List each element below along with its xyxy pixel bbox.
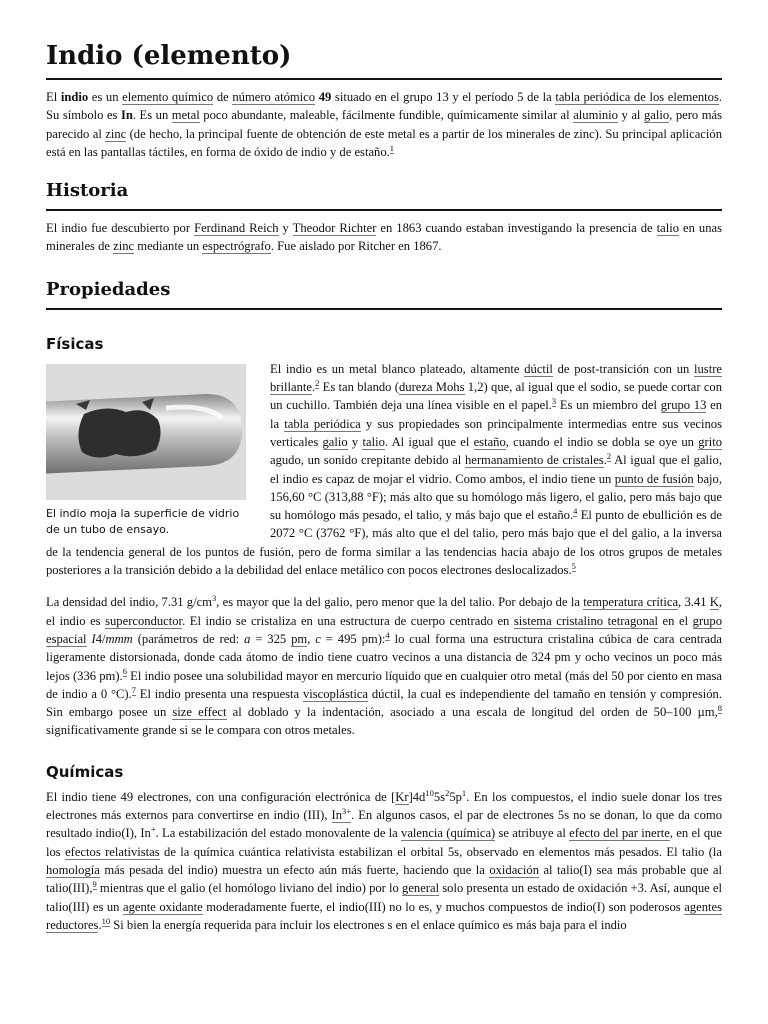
reference-link[interactable]: 2 [315, 377, 320, 388]
text: . Es un [132, 108, 172, 123]
superscript: 2 [445, 787, 450, 798]
text: . Su símbolo es [46, 90, 723, 123]
link-agente-oxidante[interactable]: agente oxidante [122, 899, 203, 914]
text: , en el que los [46, 826, 723, 859]
text: El indio presenta una respuesta [135, 686, 303, 701]
text: Si bien la energía requerida para incluir los electrones s en el enlace químico es más baja para el indio [110, 917, 627, 932]
text: bajo, 156,60 °C (313,88 °F); más alto que su homólogo más ligero, el galio, pero más bajo que su homólogo más pesado, el talio, y más bajo que el estaño. [270, 471, 722, 523]
text: 4/ [95, 631, 106, 646]
link-galio[interactable]: galio [643, 108, 670, 123]
link-viscoplastica[interactable]: viscoplástica [302, 686, 369, 701]
link-kelvin[interactable]: K [709, 595, 719, 610]
link-metal[interactable]: metal [171, 108, 200, 123]
text: poco abundante, maleable, fácilmente fundible, químicamente similar al [199, 108, 574, 123]
text: al talio(I) sea más probable que al talio(III), [46, 862, 722, 896]
link-grupo-13[interactable]: grupo 13 [660, 398, 707, 413]
link-talio[interactable]: talio [362, 434, 385, 449]
italic-text: mmm [105, 631, 133, 646]
link-oxidacion[interactable]: oxidación [489, 862, 539, 877]
italic-text: a [244, 631, 251, 646]
text: significativamente grande si se le compara con otros metales. [46, 723, 355, 738]
reference-link[interactable]: 4 [573, 505, 578, 516]
test-tube-illustration [46, 364, 246, 500]
text: dúctil, la cual es independiente del tamaño en tensión y compresión. Sin embargo posee un [46, 686, 722, 720]
link-ferdinand-reich[interactable]: Ferdinand Reich [194, 221, 279, 236]
link-hermanamiento-de-cristales[interactable]: hermanamiento de cristales [464, 453, 604, 468]
link-kripton[interactable]: Kr [395, 789, 409, 804]
bold-term: 49 [318, 90, 332, 104]
superscript: 3 [211, 593, 217, 604]
section-heading-propiedades: Propiedades [46, 278, 722, 310]
text: ]4d [408, 789, 426, 804]
link-talio[interactable]: talio [656, 221, 679, 236]
text: en la [270, 398, 722, 431]
text: El indio posee una solubilidad mayor en mercurio líquido que en cualquier otro metal (más del 50 por ciento en masa de indio a 0 °C). [46, 668, 722, 701]
text: , pero más parecido al [46, 108, 723, 141]
text: de [213, 90, 233, 104]
text: . El indio se cristaliza en una estructura de cuerpo centrado en [182, 613, 514, 628]
link-estano[interactable]: estaño [473, 434, 506, 449]
link-grito[interactable]: grito [698, 434, 722, 449]
text: , [307, 631, 316, 646]
bold-term: indio [60, 90, 89, 104]
text: , el indio es [46, 595, 723, 628]
section-heading-historia: Historia [46, 179, 722, 211]
subsection-heading-quimicas: Químicas [46, 762, 124, 781]
link-numero-atomico[interactable]: número atómico [232, 90, 316, 104]
text: = 325 [250, 631, 292, 646]
link-zinc[interactable]: zinc [105, 126, 127, 141]
link-picometro[interactable]: pm [291, 631, 308, 646]
article [46, 0, 722, 934]
text: agudo, un sonido crepitante debido al [270, 453, 465, 468]
text: El indio tiene 49 electrones, con una configuración electrónica de [ [46, 789, 396, 804]
text: = 495 pm): [320, 631, 386, 646]
text: más pesada del indio) muestra un efecto aún más fuerte, haciendo que la [99, 862, 490, 877]
text: (de hecho, la principal fuente de obtención de este metal es a partir de los minerales de zinc). Su principal aplicación está en las pantallas táctiles, en forma de óxido de indio y de estaño. [46, 126, 722, 159]
text: de la química cuántica relativista estabilizan el orbital 5s, observado en elementos más pesados. El talio (la [159, 844, 722, 859]
text: y [278, 221, 293, 236]
link-in3[interactable] [331, 805, 352, 823]
text: de post-transición con un [552, 361, 695, 376]
link-grupo-espacial[interactable]: grupo espacial [46, 613, 723, 646]
text: 5s [433, 789, 446, 804]
text: El indio es un metal blanco plateado, altamente [270, 361, 525, 376]
text: Es un miembro del [556, 398, 661, 413]
reference-link[interactable]: 7 [131, 684, 136, 695]
text: situado en el grupo 13 y el período 5 de la [331, 90, 556, 104]
fisicas-paragraph-2 [46, 593, 722, 739]
text: . [603, 453, 607, 468]
text: moderadamente fuerte, el indio(III) no lo es, y muchos compuestos de indio(I) son poderosos [202, 899, 685, 914]
text: 1,2) que, al igual que el sodio, se puede cortar con un cuchillo. También deja una línea visible en el papel. [270, 380, 722, 413]
text: 5p [449, 789, 462, 804]
text: . [98, 917, 102, 932]
reference-link[interactable]: 5 [571, 560, 576, 571]
text: en el [658, 613, 693, 628]
link-valencia-quimica[interactable]: valencia (química) [401, 826, 496, 841]
link-espectrografo[interactable]: espectrógrafo [202, 239, 271, 254]
reference-link[interactable]: 9 [92, 879, 97, 890]
reference-link[interactable]: 6 [122, 666, 127, 677]
text: Al igual que el galio, el indio es capaz de mojar el vidrio. Como ambos, el indio tiene un [270, 453, 722, 486]
text: , es mayor que la del galio, pero menor que la del talio. Por debajo de la [216, 595, 584, 610]
text: El punto de ebullición es de 2072 °C (3762 °F), más alto que el del talio, pero más bajo que el del galio, a la inversa de la tendencia general de los puntos de fusión, pero de forma similar a las tendencias hacia abajo de los otros grupos de metales posteriores a la transición debido a la debilidad del enlace metálico con pocos electrones deslocalizados. [46, 508, 722, 578]
text: solo presenta un estado de oxidación +3. Así, aunque el talio(III) es un [46, 881, 722, 914]
link-ductil[interactable]: dúctil [524, 361, 553, 376]
link-tabla-periodica[interactable]: tabla periódica de los elementos [555, 90, 719, 104]
reference-link[interactable]: 1 [389, 142, 395, 153]
link-agentes-reductores[interactable]: agentes reductores [46, 899, 722, 932]
link-general[interactable]: general [402, 881, 440, 896]
reference-link[interactable]: 3 [551, 396, 557, 407]
link-lustre-brillante[interactable]: lustre brillante [270, 361, 722, 395]
page-title: Indio (elemento) [46, 40, 722, 80]
reference-link[interactable]: 2 [606, 451, 612, 462]
historia-paragraph [46, 219, 722, 256]
text: , 3.41 [678, 595, 710, 610]
text: mediante un [134, 239, 203, 254]
text: . [311, 380, 316, 395]
link-elemento-quimico[interactable]: elemento químico [122, 90, 214, 104]
text: El indio fue descubierto por [46, 221, 195, 236]
link-zinc[interactable]: zinc [113, 239, 135, 254]
link-temperatura-critica[interactable]: temperatura crítica [583, 595, 679, 610]
figure [46, 364, 256, 538]
figure-caption: El indio moja la superficie de vidrio de un tubo de ensayo. [46, 506, 240, 536]
intro-paragraph [46, 88, 722, 161]
link-size-effect[interactable]: size effect [172, 705, 227, 720]
text: en unas minerales de [46, 221, 722, 254]
link-sistema-cristalino-tetragonal[interactable]: sistema cristalino tetragonal [513, 613, 658, 628]
link-galio[interactable]: galio [322, 434, 348, 449]
subsection-heading-fisicas: Físicas [46, 334, 104, 353]
italic-text: I [91, 631, 96, 646]
superscript: + [150, 824, 156, 835]
text: . Fue aislado por Ritcher en 1867. [270, 239, 442, 254]
text: y sus propiedades son principalmente intermedias entre sus vecinos verticales [270, 416, 722, 449]
text: La densidad del indio, 7.31 g/cm [46, 595, 212, 610]
reference-link[interactable]: 8 [717, 702, 722, 713]
link-theodor-richter[interactable]: Theodor Richter [292, 221, 377, 236]
link-aluminio[interactable]: aluminio [573, 108, 618, 123]
quimicas-paragraph [46, 788, 722, 934]
text: y al [617, 108, 644, 123]
link-efectos-relativistas[interactable]: efectos relativistas [65, 844, 160, 859]
text: El [46, 90, 61, 104]
text: Es tan blando ( [319, 380, 399, 395]
text: (parámetros de red: [132, 631, 245, 646]
text: . En los compuestos, el indio suele donar los tres electrones más externos para convertirse en indio (III), [46, 789, 722, 823]
text: . Al igual que el [384, 434, 474, 449]
link-homologia[interactable]: homología [46, 862, 100, 877]
indium-test-tube-photo[interactable] [46, 364, 246, 500]
link-punto-de-fusion[interactable]: punto de fusión [614, 471, 694, 486]
link-efecto-del-par-inerte[interactable]: efecto del par inerte [569, 826, 670, 841]
superscript: 3+ [342, 805, 352, 816]
text: . En algunos casos, el par de electrones 5s no se donan, lo que da como resultado indio(I), In [46, 808, 722, 841]
bold-term: In [120, 108, 133, 123]
text: lo cual forma una estructura cristalina cúbica de cara centrada ligeramente distorsionada, donde cada átomo de indio tiene cuatro vecinos a una distancia de 324 pm y ocho vecinos un poco más lejos (336 pm). [46, 631, 723, 683]
italic-text: c [315, 631, 321, 646]
text: y [347, 434, 363, 449]
superscript: 10 [425, 787, 434, 798]
link-tabla-periodica[interactable]: tabla periódica [284, 416, 361, 431]
text: al doblado y la indentación, asociado a una escala de longitud del orden de 50–100 µm, [226, 705, 718, 720]
fisicas-body [46, 360, 722, 580]
link-dureza-mohs[interactable]: dureza Mohs [398, 380, 465, 395]
reference-link[interactable]: 4 [385, 629, 390, 640]
text: . La estabilización del estado monovalente de la [155, 826, 402, 841]
superscript: 1 [461, 787, 467, 798]
text: en 1863 cuando estaban investigando la presencia de [376, 221, 657, 236]
text: , cuando el indio se dobla se oye un [505, 434, 699, 449]
text: es un [88, 90, 123, 104]
text: In [331, 808, 343, 823]
text: mientras que el galio (el homólogo liviano del indio) por lo [96, 881, 403, 896]
link-superconductor[interactable]: superconductor [105, 613, 183, 628]
text: se atribuye al [495, 826, 570, 841]
reference-link[interactable]: 10 [101, 915, 111, 926]
